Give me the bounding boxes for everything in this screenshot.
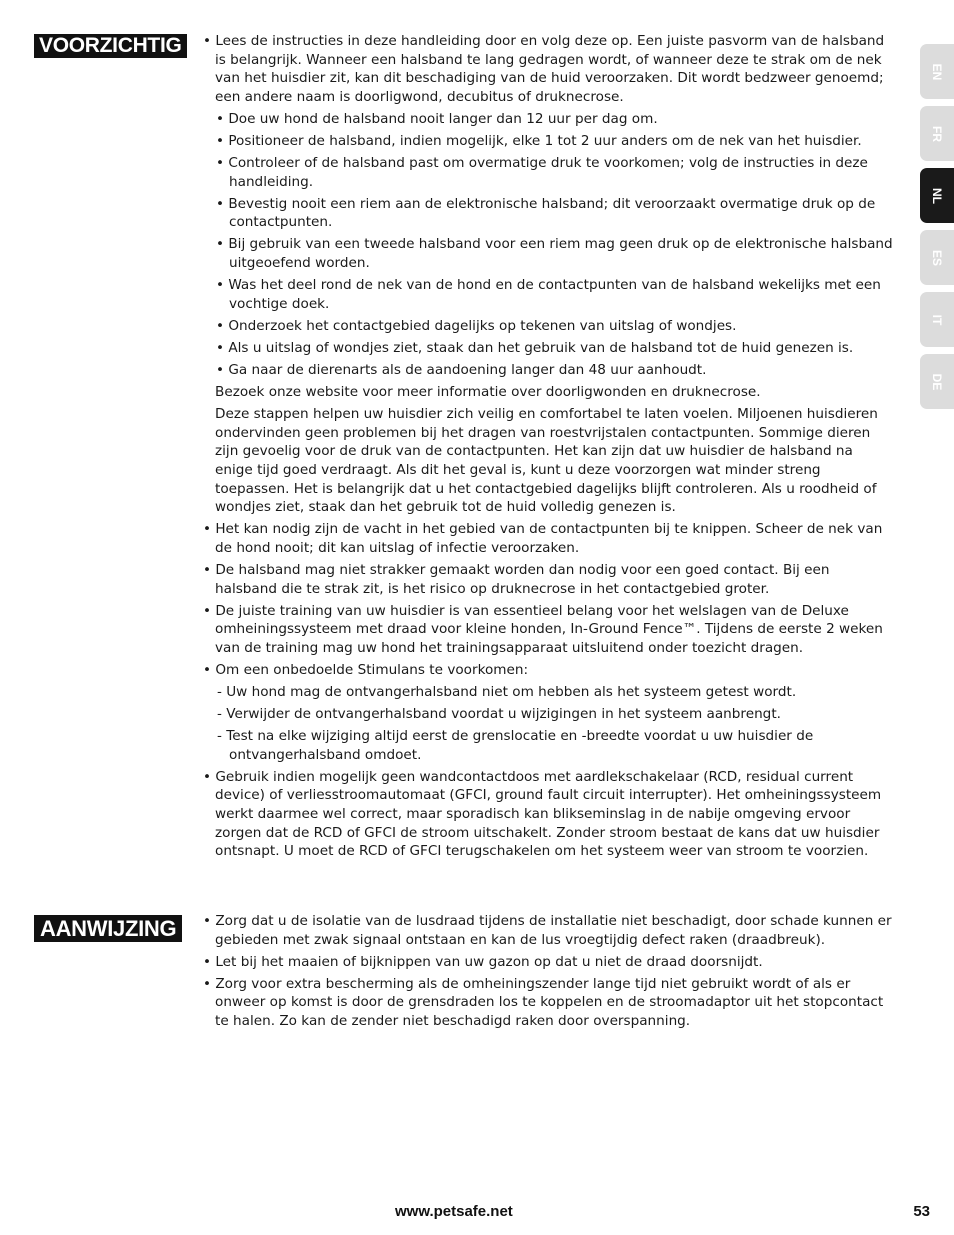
main-bullet: • Gebruik indien mogelijk geen wandcontactdoos met aardlekschakelaar (RCD, residual current device) of verliesstroomautomaat (GFCI, ground fault circuit interrupter). Het omheiningssysteem werkt daarmee wel correct, maar sporadisch kan blikseminslag in de nabije omgeving ervoor zorgen dat de RCD of GFCI de stroom uitschakelt. Zonder stroom bestaat de kans dat uw huisdier ontsnapt. U moet de RCD of GFCI terugschakelen om het systeem weer van stroom te voorzien. [203, 768, 882, 860]
note-heading: AANWIJZING [34, 915, 182, 942]
note-section [203, 912, 893, 1034]
note-bullet: • Let bij het maaien of bijknippen van uw gazon op dat u niet de draad doorsnijdt. [203, 953, 763, 970]
sub-bullet: • Controleer of de halsband past om overmatige druk te voorkomen; volg de instructies in deze handleiding. [216, 155, 868, 190]
main-bullet: • Het kan nodig zijn de vacht in het gebied van de contactpunten bij te knippen. Scheer de nek van de hond nooit; dit kan uitslag of infectie veroorzaken. [203, 521, 883, 556]
sub-bullet: • Was het deel rond de nek van de hond en de contactpunten van de halsband wekelijks met een vochtige doek. [216, 277, 881, 312]
dash-item: - Test na elke wijziging altijd eerst de grenslocatie en -breedte voordat u uw huisdier de ontvangerhalsband omdoet. [217, 728, 814, 763]
sub-bullet: • Bevestig nooit een riem aan de elektronische halsband; dit veroorzaakt overmatige druk op de contactpunten. [216, 195, 876, 231]
website-note: Bezoek onze website voor meer informatie over doorligwonden en druknecrose. [215, 384, 761, 401]
sub-bullet: • Doe uw hond de halsband nooit langer dan 12 uur per dag om. [216, 110, 658, 127]
language-tab-it[interactable]: IT [920, 292, 954, 347]
caution-heading: VOORZICHTIG [34, 34, 187, 58]
note-bullet: • Zorg voor extra bescherming als de omheiningszender lange tijd niet gebruikt wordt of als er onweer op komst is door de grensdraden los te koppelen en de stroomadaptor uit het stopcontact te halen. Zo kan de zender niet beschadigd raken door overspanning. [203, 975, 884, 1029]
language-tab-nl[interactable]: NL [920, 168, 954, 223]
sub-bullet: • Als u uitslag of wondjes ziet, staak dan het gebruik van de halsband tot de huid genezen is. [216, 339, 854, 356]
dash-item: - Verwijder de ontvangerhalsband voordat u wijzigingen in het systeem aanbrengt. [217, 706, 781, 723]
footer-website-link[interactable]: www.petsafe.net [395, 1203, 513, 1220]
dash-item: - Uw hond mag de ontvangerhalsband niet om hebben als het systeem getest wordt. [217, 684, 797, 700]
caution-section [203, 32, 893, 864]
main-bullet: • Om een onbedoelde Stimulans te voorkomen: [203, 661, 529, 678]
intro-bullet: • Lees de instructies in deze handleiding door en volg deze op. Een juiste pasvorm van de halsband is belangrijk. Wanneer een halsband te lang gedragen wordt, of wanneer deze te strak om de nek van het huisdier zit, kan dit beschadiging van de huid veroorzaken. Dit wordt bedzweer genoemd; een andere naam is doorligwond, decubitus of druknecrose. [203, 33, 885, 105]
note-bullet: • Zorg dat u de isolatie van de lusdraad tijdens de installatie niet beschadigt, door schade kunnen er gebieden met zwak signaal ontstaan en kan de lus vroegtijdig defect raken (draadbreuk). [203, 913, 892, 948]
main-bullet: • De halsband mag niet strakker gemaakt worden dan nodig voor een goed contact. Bij een halsband die te strak zit, is het risico op druknecrose in het contactgebied groter. [203, 561, 830, 597]
sub-bullet: • Positioneer de halsband, indien mogelijk, elke 1 tot 2 uur anders om de nek van het huisdier. [216, 132, 862, 149]
main-bullet: • De juiste training van uw huisdier is van essentieel belang voor het welslagen van de Deluxe omheiningssysteem met draad voor kleine honden, In-Ground Fence™. Tijdens de eerste 2 weken van de training mag uw hond het trainingsapparaat uitsluitend onder toezicht dragen. [203, 602, 883, 656]
language-tab-de[interactable]: DE [920, 354, 954, 409]
info-paragraph: Deze stappen helpen uw huisdier zich veilig en comfortabel te laten voelen. Miljoenen huisdieren ondervinden geen problemen bij het dragen van roestvrijstalen contactpunten. Sommige dieren zijn gevoelig voor de druk van de contactpunten. Het kan zijn dat uw huisdier de halsband na enige tijd goed verdraagt. Als dit het geval is, kunt u deze voorzorgen wat minder streng toepassen. Het is belangrijk dat u het contactgebied dagelijks blijft controleren. Als u roodheid of wondjes ziet, staak dan het gebruik tot de huid volledig genezen is. [215, 406, 878, 516]
language-tab-en[interactable]: EN [920, 44, 954, 99]
language-tab-fr[interactable]: FR [920, 106, 954, 161]
sub-bullet: • Ga naar de dierenarts als de aandoening langer dan 48 uur aanhoudt. [216, 362, 707, 378]
language-tabs [920, 44, 954, 416]
sub-bullet: • Bij gebruik van een tweede halsband voor een riem mag geen druk op de elektronische halsband uitgeoefend worden. [216, 236, 893, 272]
page-number: 53 [913, 1203, 930, 1220]
sub-bullet: • Onderzoek het contactgebied dagelijks op tekenen van uitslag of wondjes. [216, 317, 737, 334]
language-tab-es[interactable]: ES [920, 230, 954, 285]
